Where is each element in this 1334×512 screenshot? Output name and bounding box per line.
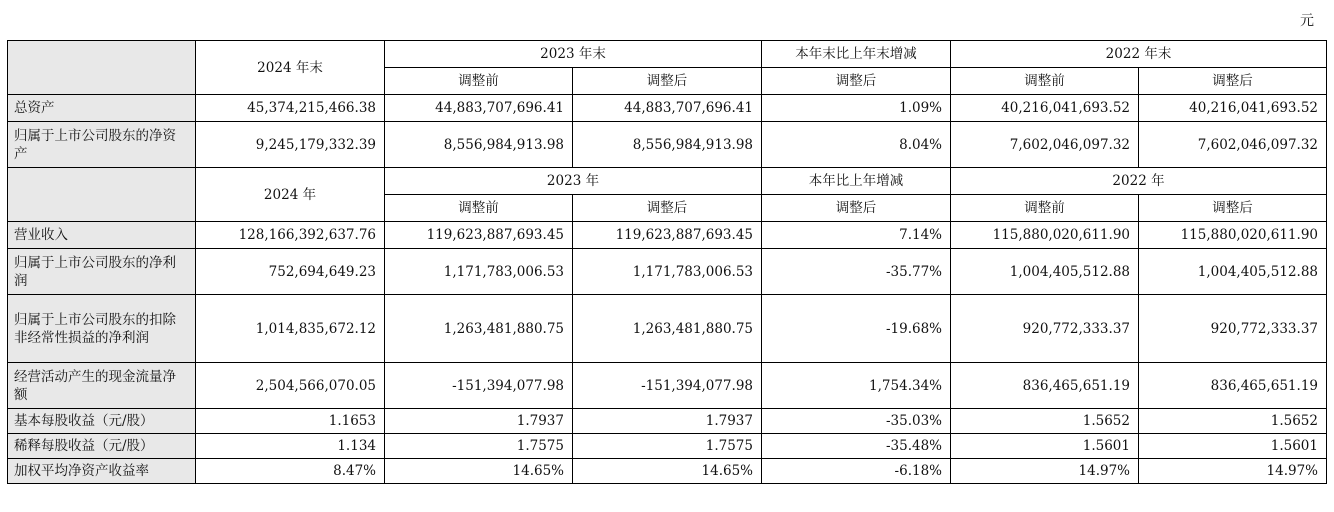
table-cell: 1,171,783,006.53 [573,249,762,295]
table-cell: -35.48% [762,434,951,459]
section1-sub-change: 调整后 [762,68,951,95]
table-cell: 1.134 [196,434,385,459]
table-cell: -35.03% [762,409,951,434]
table-cell: 752,694,649.23 [196,249,385,295]
table-cell: 115,880,020,611.90 [1139,222,1327,249]
table-cell: 836,465,651.19 [951,363,1139,409]
section1-col-current: 2024 年末 [196,41,385,95]
table-row [8,409,1327,434]
table-cell: 14.65% [573,459,762,484]
table-cell: 44,883,707,696.41 [573,95,762,122]
table-cell: 9,245,179,332.39 [196,122,385,168]
section2-sub-change: 调整后 [762,195,951,222]
table-cell: 1.5652 [951,409,1139,434]
section1-sub-after: 调整后 [573,68,762,95]
row-label: 归属于上市公司股东的净利润 [8,249,196,295]
section1-col-change: 本年末比上年末增减 [762,41,951,68]
section2-col-current: 2024 年 [196,168,385,222]
table-cell: 44,883,707,696.41 [385,95,573,122]
section2-col-prev: 2023 年 [385,168,762,195]
section2-col-change: 本年比上年增减 [762,168,951,195]
table-cell: 40,216,041,693.52 [951,95,1139,122]
table-cell: 115,880,020,611.90 [951,222,1139,249]
section2-corner-cell [8,168,196,222]
table-cell: 1.7937 [573,409,762,434]
table-cell: 8.47% [196,459,385,484]
table-cell: 1,004,405,512.88 [1139,249,1327,295]
table-row [8,122,1327,168]
table-row [8,95,1327,122]
section1-corner-cell [8,41,196,95]
table-cell: 836,465,651.19 [1139,363,1327,409]
table-cell: 8,556,984,913.98 [573,122,762,168]
table-cell: 8.04% [762,122,951,168]
table-cell: 45,374,215,466.38 [196,95,385,122]
table-cell: 1.7575 [573,434,762,459]
section1-sub-before2: 调整前 [951,68,1139,95]
section2-sub-after2: 调整后 [1139,195,1327,222]
table-cell: 1.09% [762,95,951,122]
section2-header-row [8,168,1327,195]
section2-sub-before: 调整前 [385,195,573,222]
table-cell: 1.5601 [1139,434,1327,459]
table-cell: 119,623,887,693.45 [573,222,762,249]
section2-col-prev2: 2022 年 [951,168,1327,195]
section2-sub-after: 调整后 [573,195,762,222]
table-cell: 8,556,984,913.98 [385,122,573,168]
table-cell: 7,602,046,097.32 [951,122,1139,168]
table-cell: -35.77% [762,249,951,295]
table-cell: -151,394,077.98 [385,363,573,409]
row-label: 经营活动产生的现金流量净额 [8,363,196,409]
table-row [8,363,1327,409]
currency-unit-label: 元 [1300,13,1314,29]
section1-sub-after2: 调整后 [1139,68,1327,95]
table-cell: 1,754.34% [762,363,951,409]
table-cell: 1,014,835,672.12 [196,295,385,363]
row-label: 归属于上市公司股东的扣除非经常性损益的净利润 [8,295,196,363]
table-cell: 119,623,887,693.45 [385,222,573,249]
table-cell: 1,263,481,880.75 [573,295,762,363]
key-financial-data-table [7,40,1327,484]
section1-col-prev: 2023 年末 [385,41,762,68]
table-cell: 1,171,783,006.53 [385,249,573,295]
table-cell: 1,004,405,512.88 [951,249,1139,295]
table-cell: 1.7575 [385,434,573,459]
row-label: 营业收入 [8,222,196,249]
table-cell: 920,772,333.37 [951,295,1139,363]
row-label: 总资产 [8,95,196,122]
table-row [8,249,1327,295]
table-cell: 7.14% [762,222,951,249]
table-cell: 920,772,333.37 [1139,295,1327,363]
table-row [8,434,1327,459]
table-cell: 1.1653 [196,409,385,434]
row-label: 基本每股收益（元/股） [8,409,196,434]
table-cell: 14.65% [385,459,573,484]
table-cell: 1.5652 [1139,409,1327,434]
table-cell: 7,602,046,097.32 [1139,122,1327,168]
table-cell: 1.7937 [385,409,573,434]
section1-sub-before: 调整前 [385,68,573,95]
table-cell: -151,394,077.98 [573,363,762,409]
table-row [8,222,1327,249]
section2-sub-before2: 调整前 [951,195,1139,222]
table-cell: 2,504,566,070.05 [196,363,385,409]
table-cell: 14.97% [1139,459,1327,484]
table-cell: -19.68% [762,295,951,363]
table-cell: -6.18% [762,459,951,484]
row-label: 归属于上市公司股东的净资产 [8,122,196,168]
table-cell: 1.5601 [951,434,1139,459]
row-label: 稀释每股收益（元/股） [8,434,196,459]
table-cell: 14.97% [951,459,1139,484]
table-row [8,459,1327,484]
table-row [8,295,1327,363]
row-label: 加权平均净资产收益率 [8,459,196,484]
section1-col-prev2: 2022 年末 [951,41,1327,68]
table-cell: 128,166,392,637.76 [196,222,385,249]
section1-header-row [8,41,1327,68]
table-cell: 40,216,041,693.52 [1139,95,1327,122]
table-cell: 1,263,481,880.75 [385,295,573,363]
